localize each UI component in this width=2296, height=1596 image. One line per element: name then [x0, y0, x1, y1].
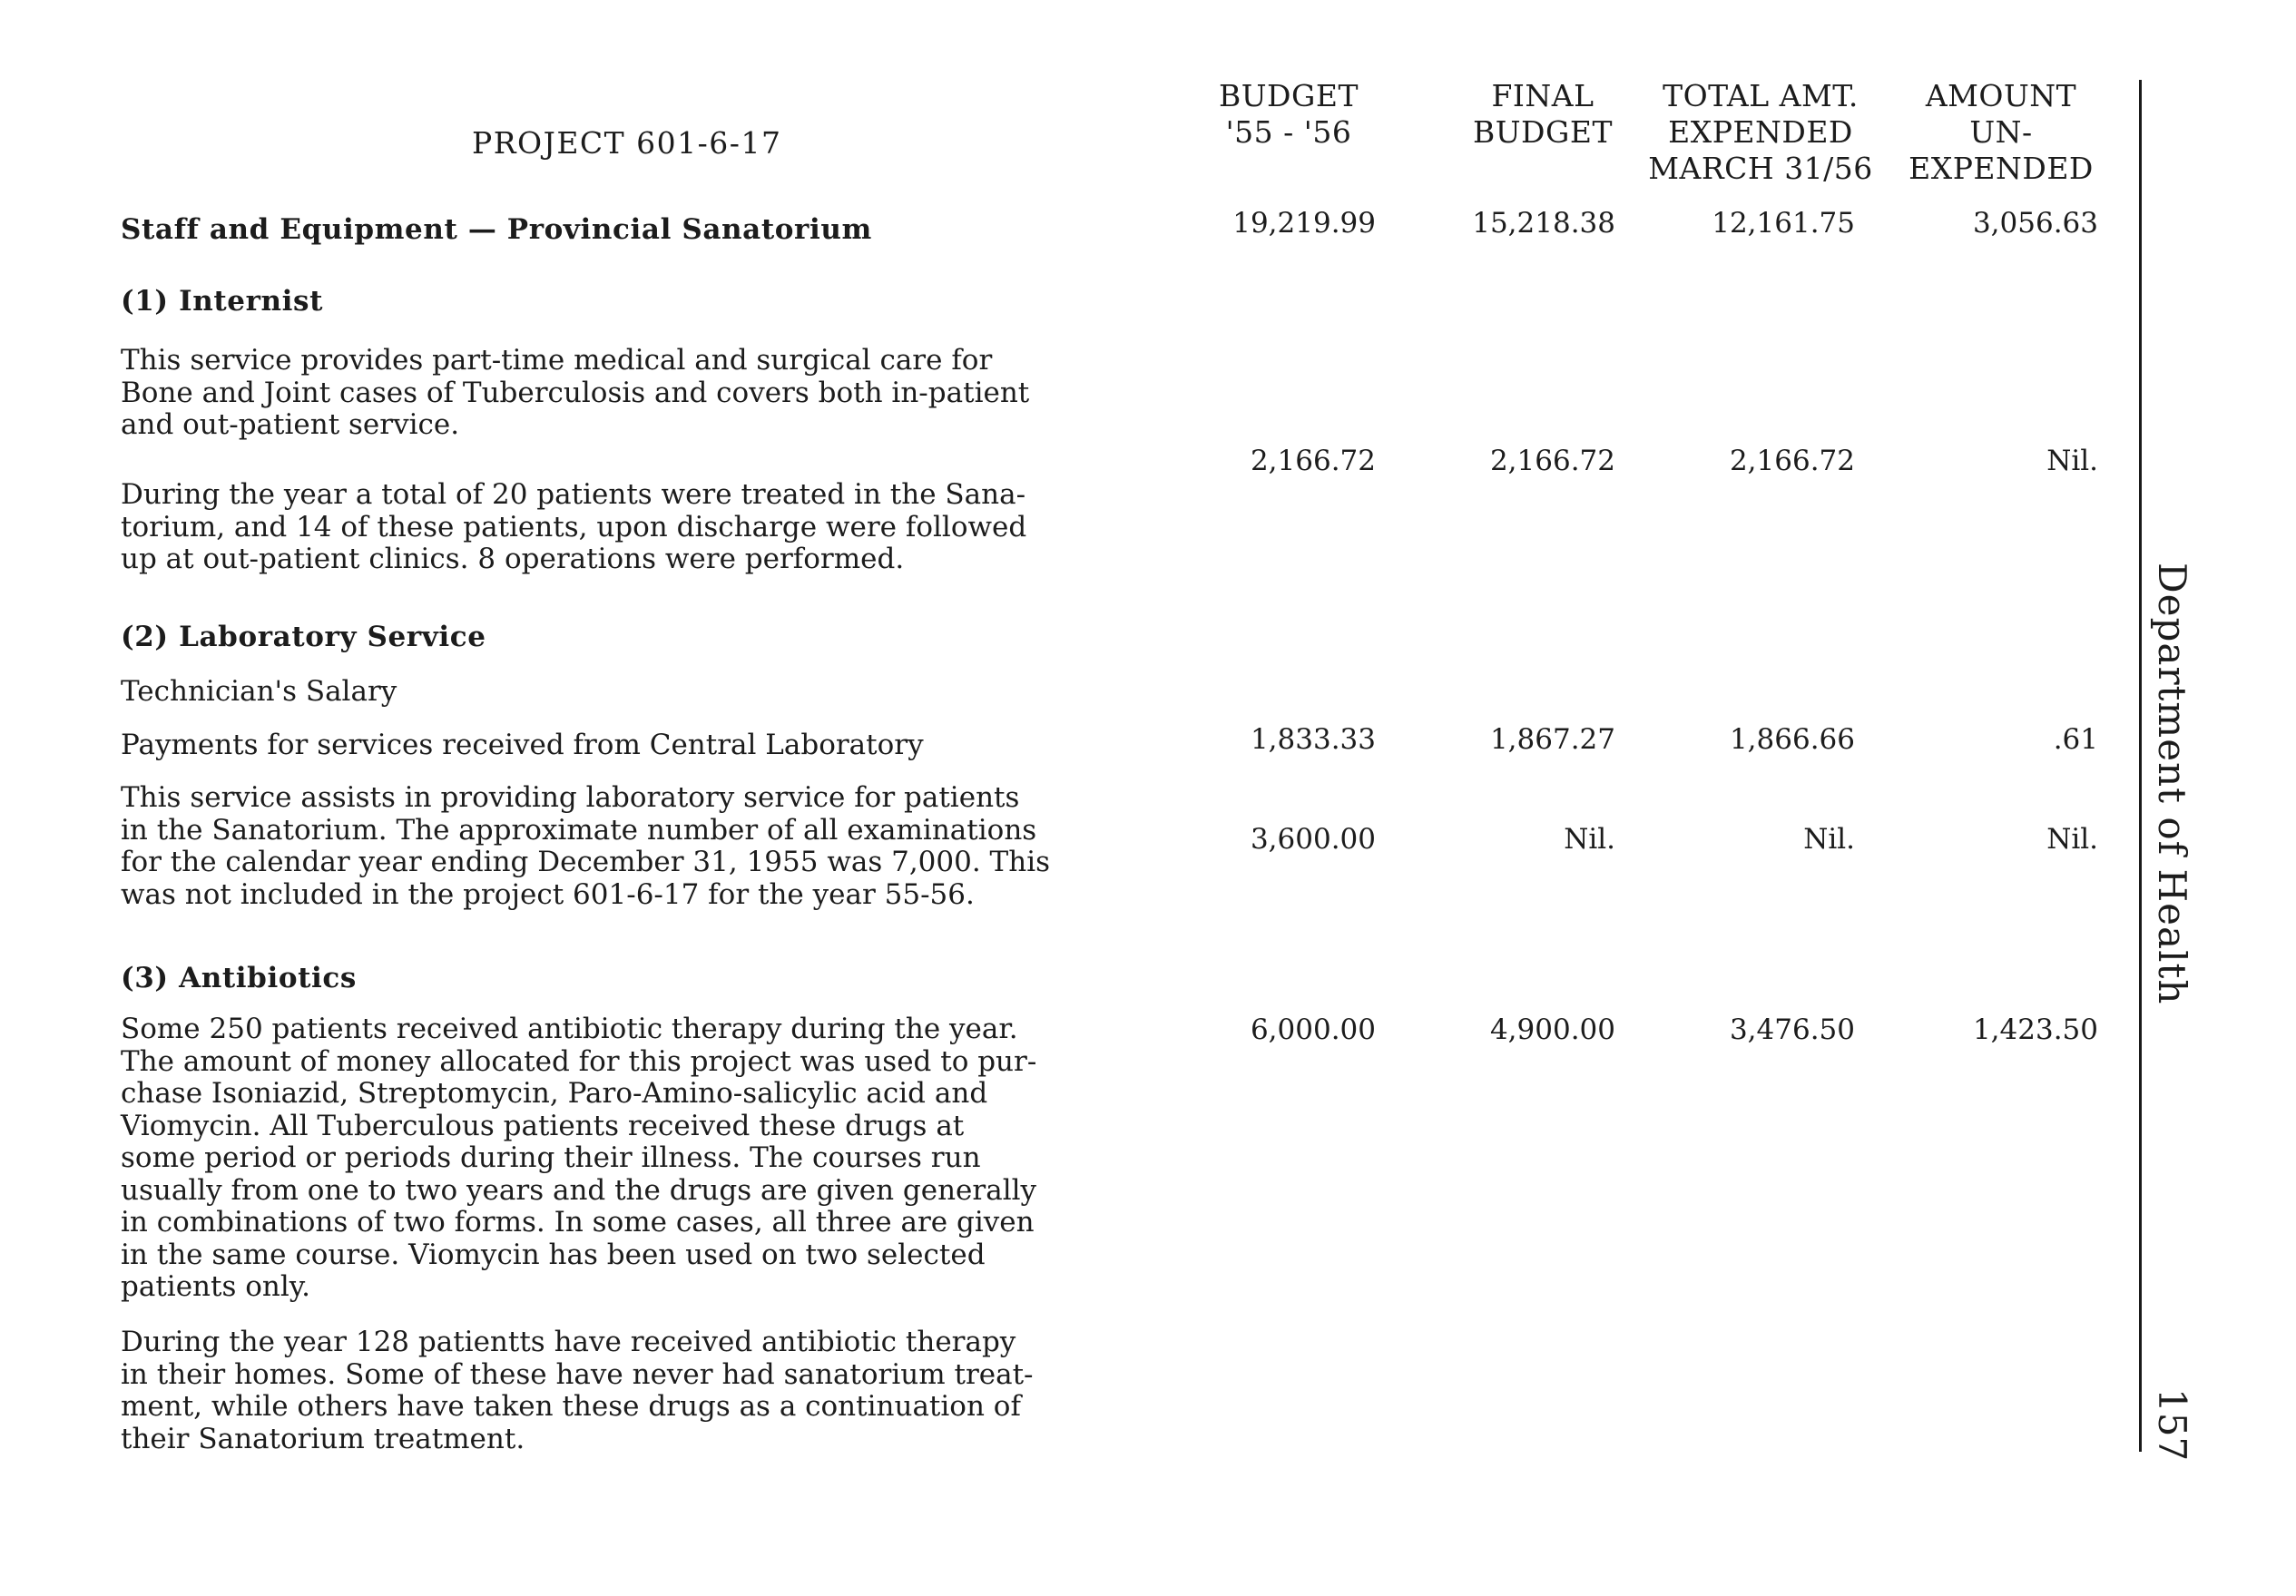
- staff-final-value: 15,218.38: [1472, 207, 1615, 240]
- vertical-rule: [2139, 80, 2142, 1452]
- column-header-line: EXPENDED: [1908, 151, 2094, 186]
- antibiotics-paragraph-2: During the year 128 patientts have received antibiotic therapy in their homes. Some of these have never had sanatorium treat- ment, while others have taken these drugs as a continuation of their Sanatorium treatment.: [121, 1326, 1034, 1455]
- antibiotics-budget-value: 6,000.00: [1250, 1013, 1376, 1046]
- project-title: PROJECT 601-6-17: [472, 125, 782, 161]
- antibiotics-heading: (3) Antibiotics: [121, 962, 357, 994]
- column-header-unexpended: [1879, 78, 2124, 187]
- column-header-line: MARCH 31/56: [1648, 151, 1873, 186]
- column-header-line: BUDGET: [1219, 78, 1359, 113]
- payments-label: Payments for services received from Central Laboratory: [121, 729, 924, 761]
- antibiotics-unexpended-value: 1,423.50: [1972, 1013, 2098, 1046]
- payments-final-value: Nil.: [1564, 823, 1615, 856]
- payments-budget-value: 3,600.00: [1250, 823, 1376, 856]
- internist-heading: (1) Internist: [121, 285, 323, 318]
- running-head: Department of Health: [2150, 563, 2194, 1005]
- column-header-line: BUDGET: [1473, 114, 1613, 150]
- column-header-line: TOTAL AMT.: [1663, 78, 1859, 113]
- antibiotics-final-value: 4,900.00: [1489, 1013, 1615, 1046]
- salary-unexpended-value: .61: [2053, 723, 2098, 756]
- salary-expended-value: 1,866.66: [1729, 723, 1855, 756]
- internist-paragraph-2: During the year a total of 20 patients were treated in the Sana- torium, and 14 of these patients, upon discharge were followed up at out-patient clinics. 8 operations were performed.: [121, 478, 1027, 575]
- column-header-line: AMOUNT: [1925, 78, 2077, 113]
- staff-unexpended-value: 3,056.63: [1972, 207, 2098, 240]
- column-header-budget: [1171, 78, 1407, 151]
- column-header-line: EXPENDED: [1668, 114, 1853, 150]
- column-header-total-expended: [1634, 78, 1888, 187]
- antibiotics-expended-value: 3,476.50: [1729, 1013, 1855, 1046]
- staff-budget-value: 19,219.99: [1232, 207, 1376, 240]
- salary-final-value: 1,867.27: [1489, 723, 1615, 756]
- internist-unexpended-value: Nil.: [2046, 445, 2098, 477]
- page-number: 157: [2150, 1388, 2194, 1462]
- payments-expended-value: Nil.: [1803, 823, 1855, 856]
- laboratory-paragraph: This service assists in providing laboratory service for patients in the Sanatorium. The approximate number of all examinations for the calendar year ending December 31, 1955 was 7,000. This was not included in the project 601-6-17 for the year 55-56.: [121, 781, 1051, 911]
- staff-expended-value: 12,161.75: [1712, 207, 1855, 240]
- laboratory-heading: (2) Laboratory Service: [121, 621, 486, 653]
- internist-budget-value: 2,166.72: [1250, 445, 1376, 477]
- column-header-line: UN-: [1969, 114, 2033, 150]
- column-header-line: '55 - '56: [1225, 114, 1352, 150]
- antibiotics-paragraph-1: Some 250 patients received antibiotic therapy during the year. The amount of money allocated for this project was used to pur- chase Isoniazid, Streptomycin, Paro-Amino-salicylic acid and Viomycin. All Tuberculous patients received these drugs at some period or periods during their illness. The courses run usually from one to two years and the drugs are given generally in combinations of two forms. In some cases, all three are given in the same course. Viomycin has been used on two selected patients only.: [121, 1013, 1037, 1303]
- internist-paragraph-1: This service provides part-time medical and surgical care for Bone and Joint cases of Tuberculosis and covers both in-patient and out-patient service.: [121, 344, 1030, 441]
- staff-heading: Staff and Equipment — Provincial Sanatorium: [121, 213, 872, 246]
- payments-unexpended-value: Nil.: [2046, 823, 2098, 856]
- salary-budget-value: 1,833.33: [1250, 723, 1376, 756]
- column-header-line: FINAL: [1491, 78, 1594, 113]
- column-header-final-budget: [1425, 78, 1661, 151]
- internist-expended-value: 2,166.72: [1729, 445, 1855, 477]
- internist-final-value: 2,166.72: [1489, 445, 1615, 477]
- technician-salary-label: Technician's Salary: [121, 675, 397, 708]
